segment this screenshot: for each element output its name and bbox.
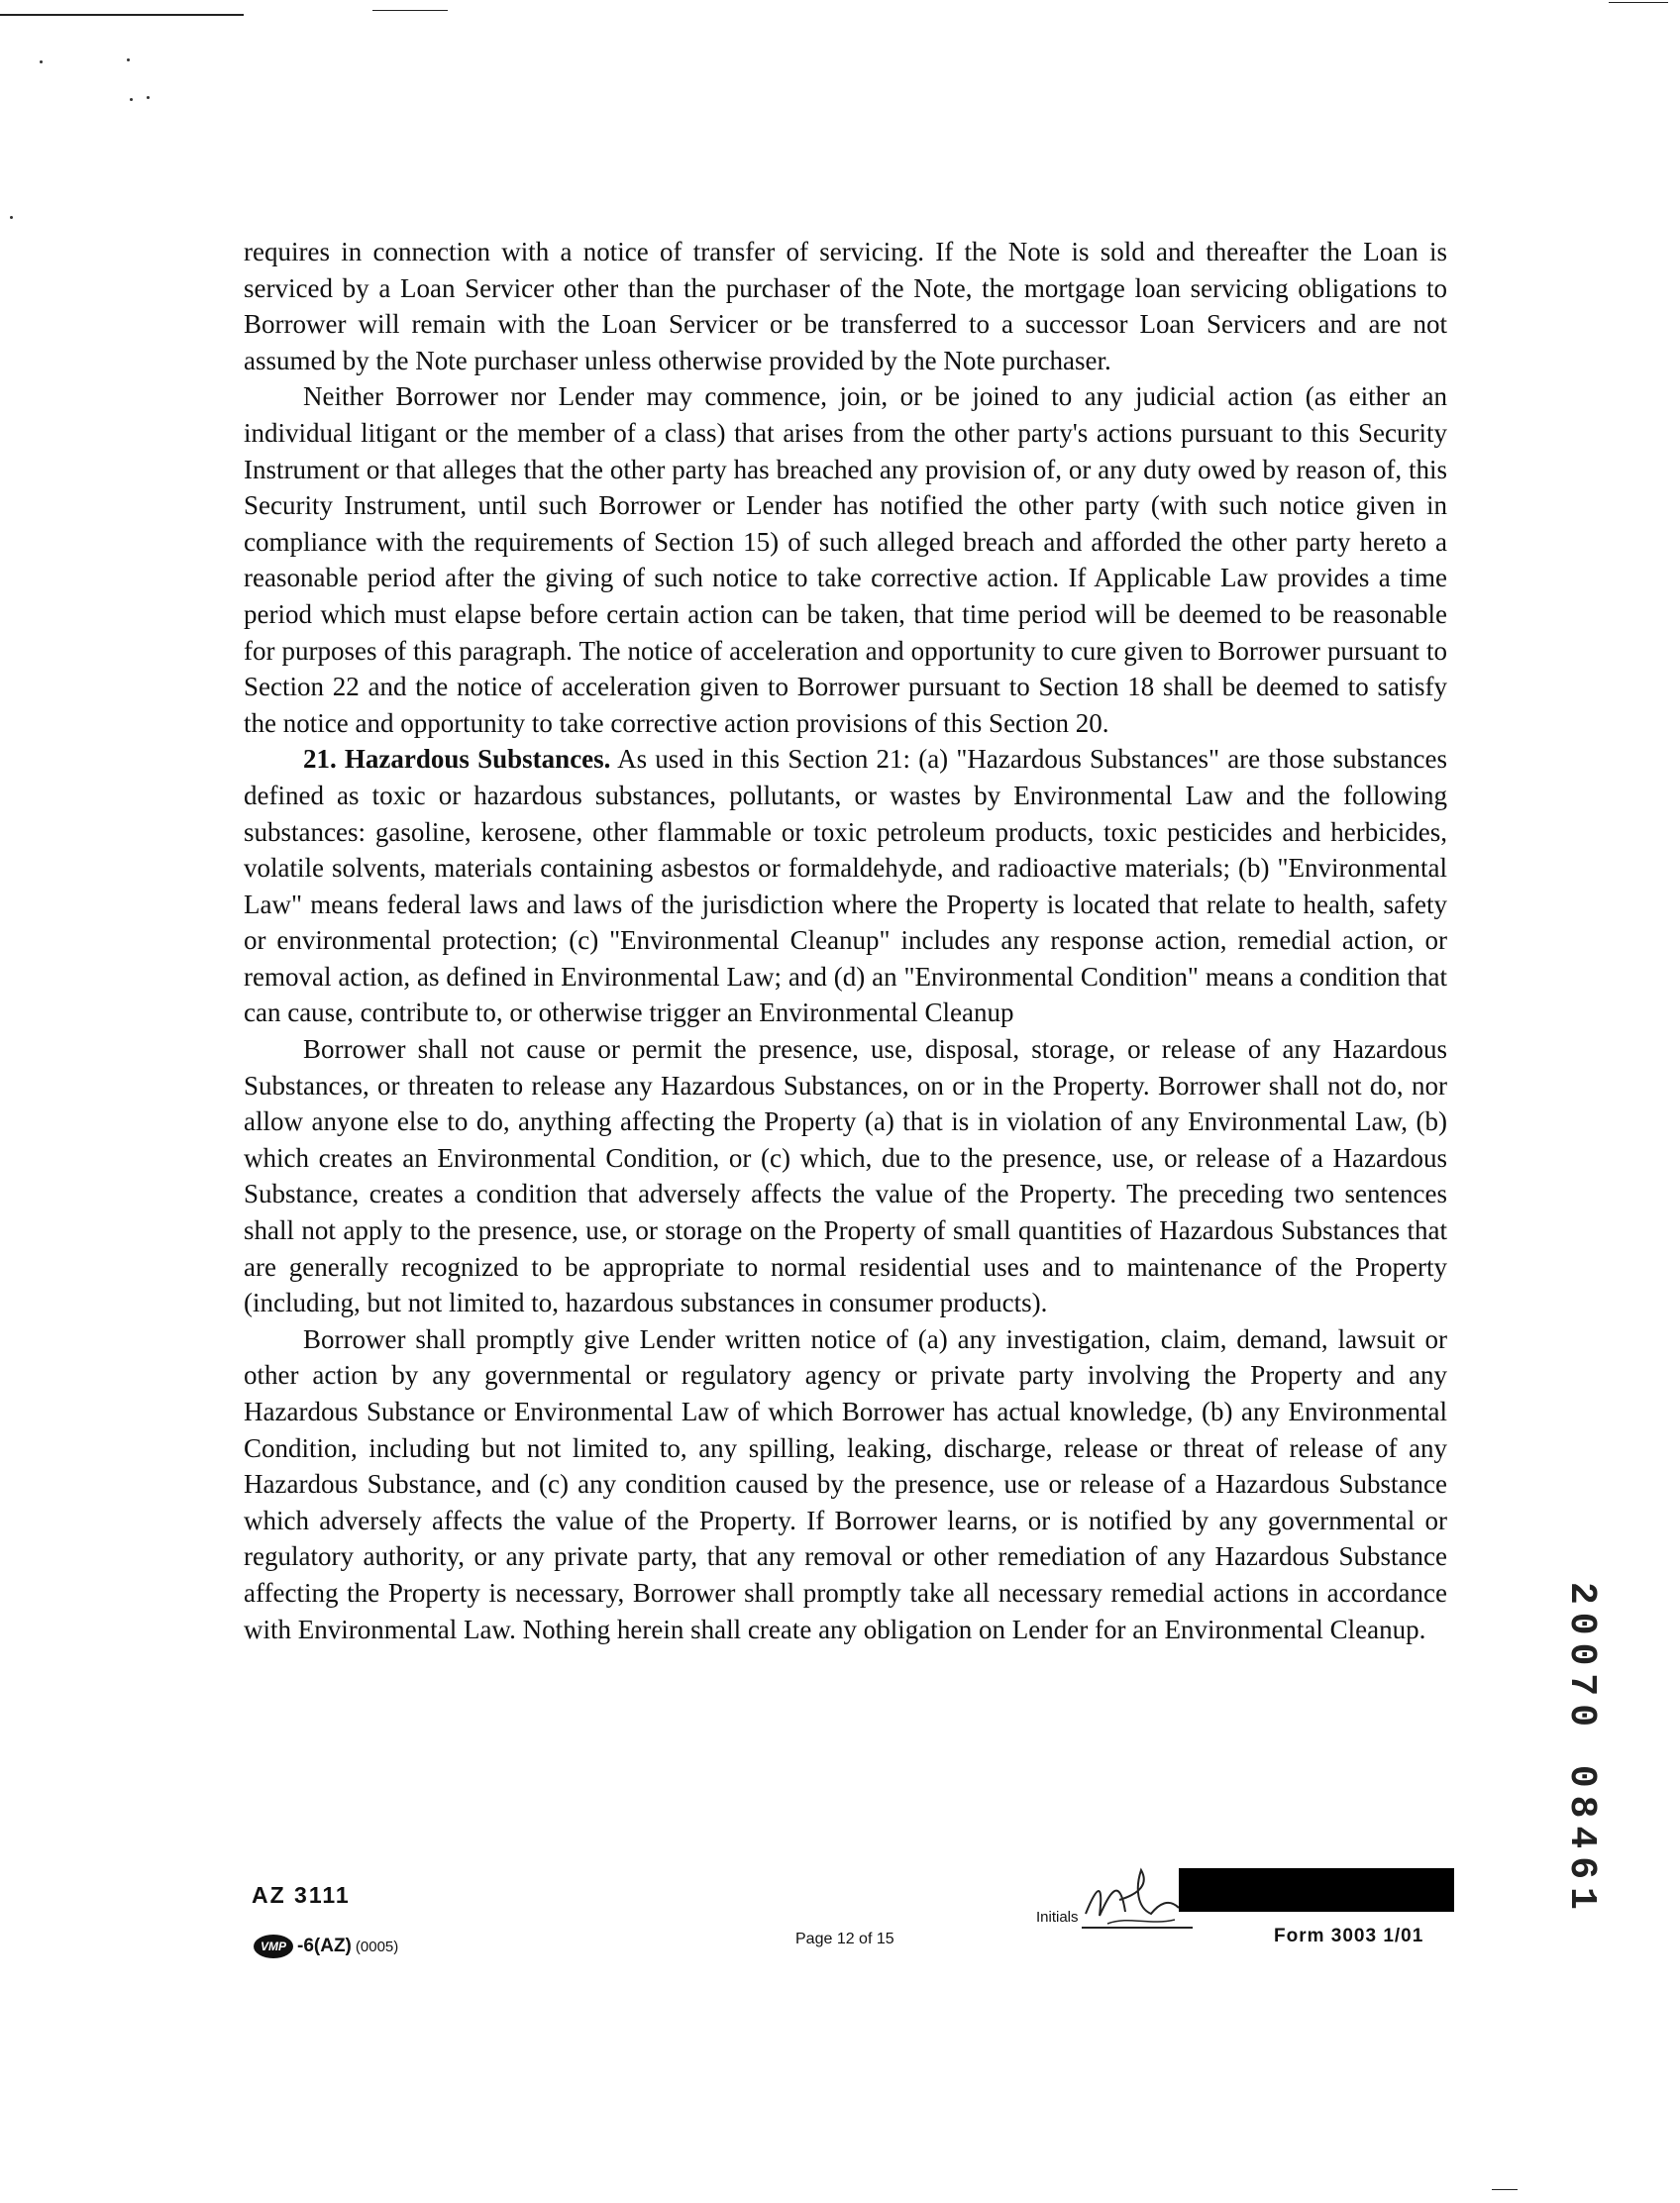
initials-line <box>1082 1927 1193 1929</box>
document-body <box>244 234 1447 1647</box>
paragraph-text: requires in connection with a notice of transfer of servicing. If the Note is sold and thereafter the Loan is serviced by a Loan Servicer other than the purchaser of the Note, the mortgage loan servicing obligations to Borrower will remain with the Loan Servicer or be transferred to a successor Loan Servicers and are not assumed by the Note purchaser unless otherwise provided by the Note purchaser. <box>244 237 1447 375</box>
redaction-box <box>1179 1868 1454 1912</box>
vmp-form-code: -6(AZ) <box>297 1936 352 1956</box>
paragraph-text: Borrower shall not cause or permit the presence, use, disposal, storage, or release of any Hazardous Substances, or threaten to release any Hazardous Substances, on or in the Property. Borrower shall not do, nor allow anyone else to do, anything affecting the Property (a) that is in violation of any Environmental Law, (b) which creates an Environmental Condition, or (c) which, due to the presence, use, or release of a Hazardous Substance, creates a condition that adversely affects the value of the Property. The preceding two sentences shall not apply to the presence, use, or storage on the Property of small quantities of Hazardous Substances that are generally recognized to be appropriate to normal residential uses and to maintenance of the Property (including, but not limited to, hazardous substances in consumer products). <box>244 1034 1447 1318</box>
page-number: Page 12 of 15 <box>795 1931 894 1947</box>
paragraph-text: As used in this Section 21: (a) "Hazardous Substances" are those substances defined as toxic or hazardous substances, pollutants, or wastes by Environmental Law and the following substances: gasoline, kerosene, other flammable or toxic petroleum products, toxic pesticides and herbicides, volatile solvents, materials containing asbestos or formaldehyde, and radioactive materials; (b) "Environmental Law" means federal laws and laws of the jurisdiction where the Property is located that relate to health, safety or environmental protection; (c) "Environmental Cleanup" includes any response action, remedial action, or removal action, as defined in Environmental Law; and (d) an "Environmental Condition" means a condition that can cause, contribute to, or otherwise trigger an Environmental Cleanup <box>244 744 1447 1028</box>
top-rule-left <box>0 14 59 16</box>
speck <box>40 60 43 63</box>
corner-rule <box>1609 2 1668 3</box>
paragraph-hazardous-substances <box>244 741 1447 1031</box>
top-rule-right <box>372 10 448 11</box>
paragraph-text: Neither Borrower nor Lender may commence, join, or be joined to any judicial action (as either an individual litigant or the member of a class) that arises from the other party's actions pursuant to this Security Instrument or that alleges that the other party has breached any provision of, or any duty owed by reason of, this Security Instrument, until such Borrower or Lender has notified the other party (with such notice given in compliance with the requirements of Section 15) of such alleged breach and afforded the other party hereto a reasonable period after the giving of such notice to take corrective action. If Applicable Law provides a time period which must elapse before certain action can be taken, that time period will be deemed to be reasonable for purposes of this paragraph. The notice of acceleration and opportunity to cure given to Borrower pursuant to Section 22 and the notice of acceleration given to Borrower pursuant to Section 18 shall be deemed to satisfy the notice and opportunity to take corrective action provisions of this Section 20. <box>244 381 1447 738</box>
bottom-rule <box>1492 2189 1518 2190</box>
paragraph-text: Borrower shall promptly give Lender written notice of (a) any investigation, claim, demand, lawsuit or other action by any governmental or regulatory agency or private party involving the Property and any Hazardous Substance or Environmental Law of which Borrower has actual knowledge, (b) any Environmental Condition, including but not limited to, any spilling, leaking, discharge, release or threat of release of any Hazardous Substance, and (c) any condition caused by the presence, use or release of a Hazardous Substance which adversely affects the value of the Property. If Borrower learns, or is notified by any governmental or regulatory authority, or any private party, that any removal or other remediation of any Hazardous Substance affecting the Property is necessary, Borrower shall promptly take all necessary remedial actions in accordance with Environmental Law. Nothing herein shall create any obligation on Lender for an Environmental Cleanup. <box>244 1323 1447 1644</box>
initials-label: Initials <box>1036 1909 1079 1926</box>
vmp-form-version: (0005) <box>355 1938 399 1955</box>
top-rule-mid <box>59 14 244 16</box>
paragraph-servicing-continued <box>244 234 1447 378</box>
speck <box>127 58 130 61</box>
paragraph-borrower-restrictions <box>244 1031 1447 1321</box>
form-id: Form 3003 1/01 <box>1274 1926 1424 1946</box>
speck <box>147 96 150 99</box>
paragraph-judicial-action <box>244 378 1447 741</box>
form-code: AZ 3111 <box>252 1882 351 1908</box>
document-number-stamp: 20070 08461 <box>1560 1582 1603 1918</box>
vmp-form-line <box>254 1935 398 1958</box>
speck <box>10 216 13 219</box>
section-heading: 21. Hazardous Substances. <box>303 744 611 775</box>
speck <box>130 98 133 101</box>
paragraph-borrower-notice <box>244 1321 1447 1647</box>
vmp-logo-icon: VMP <box>254 1935 293 1958</box>
